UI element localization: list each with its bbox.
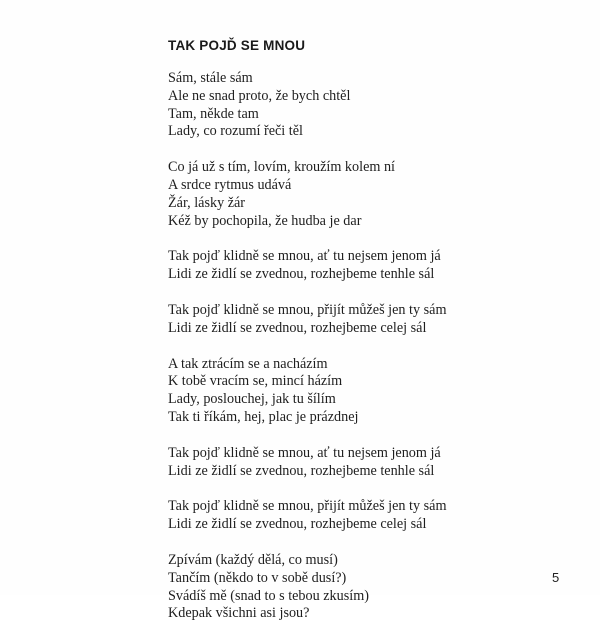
lyric-line: K tobě vracím se, mincí házím: [168, 373, 343, 390]
lyric-line: Lidi ze židlí se zvednou, rozhejbeme tenhle sál: [168, 462, 435, 479]
lyric-line: Co já už s tím, lovím, kroužím kolem ní: [168, 159, 395, 176]
stanza: [168, 498, 446, 534]
lyric-line: A tak ztrácím se a nacházím: [168, 355, 328, 372]
lyric-line: Tančím (někdo to v sobě dusí?): [168, 569, 347, 586]
lyric-line: Zpívám (každý dělá, co musí): [168, 551, 338, 568]
lyric-line: Lidi ze židlí se zvednou, rozhejbeme tenhle sál: [168, 266, 435, 283]
lyric-line: Tak pojď klidně se mnou, ať tu nejsem jenom já: [168, 444, 441, 461]
lyric-line: Svádíš mě (snad to s tebou zkusím): [168, 587, 369, 604]
lyric-line: Lidi ze židlí se zvednou, rozhejbeme celej sál: [168, 516, 427, 533]
stanza: [168, 70, 446, 141]
lyrics-body: [168, 70, 446, 641]
lyric-line: Kéž by pochopila, že hudba je dar: [168, 212, 362, 229]
lyric-line: Tak pojď klidně se mnou, přijít můžeš jen ty sám: [168, 301, 447, 318]
lyric-line: Tam, někde tam: [168, 105, 259, 122]
lyric-line: Kdepak všichni asi jsou?: [168, 605, 310, 622]
stanza: [168, 356, 446, 427]
lyric-line: Tak pojď klidně se mnou, přijít můžeš jen ty sám: [168, 498, 447, 515]
lyric-line: Ale ne snad proto, že bych chtěl: [168, 87, 351, 104]
lyric-line: Tak pojď klidně se mnou, ať tu nejsem jenom já: [168, 248, 441, 265]
song-title: TAK POJĎ SE MNOU: [168, 38, 306, 53]
stanza: [168, 552, 446, 623]
stanza: [168, 159, 446, 230]
stanza: [168, 445, 446, 481]
lyric-line: Lidi ze židlí se zvednou, rozhejbeme celej sál: [168, 319, 427, 336]
lyric-line: Sám, stále sám: [168, 70, 253, 86]
page-number: 5: [552, 570, 560, 585]
lyric-line: A srdce rytmus udává: [168, 176, 292, 193]
lyric-line: Žár, lásky žár: [168, 194, 246, 211]
lyric-line: Tak ti říkám, hej, plac je prázdnej: [168, 408, 359, 425]
stanza: [168, 248, 446, 284]
lyric-line: Lady, co rozumí řeči těl: [168, 123, 303, 140]
stanza: [168, 302, 446, 338]
lyric-line: Lady, poslouchej, jak tu šílím: [168, 391, 336, 408]
